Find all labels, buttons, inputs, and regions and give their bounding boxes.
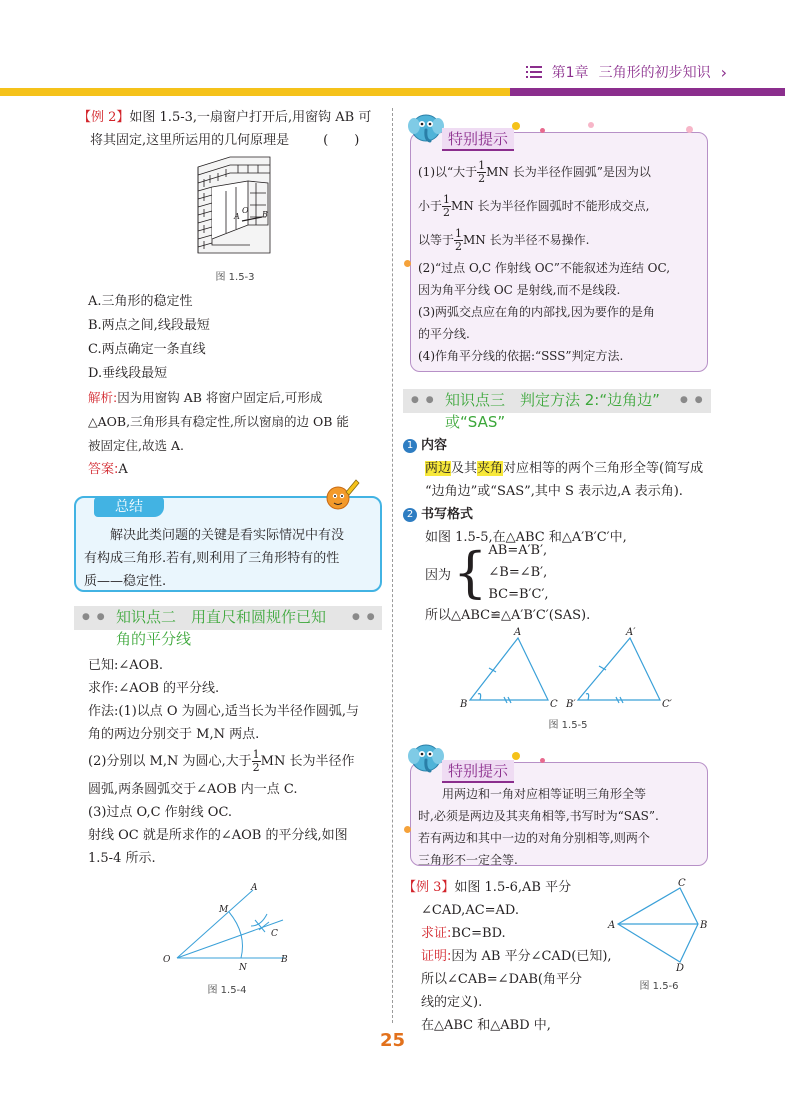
- content-section: [403, 434, 703, 549]
- ex3-line2: ∠CAD,AC=AD.: [421, 903, 520, 918]
- figure-1-5-6: [606, 876, 714, 972]
- pencil-mascot-icon: [318, 478, 362, 512]
- tip1-frac3-num: 1: [455, 227, 463, 240]
- fig5-label-c-prime: C′: [662, 699, 672, 710]
- find-line: 求作:∠AOB 的平分线.: [88, 681, 220, 696]
- format-num-badge: 2: [403, 508, 417, 522]
- summary-line3: 质——稳定性.: [84, 574, 167, 589]
- column-divider: [392, 108, 393, 1023]
- content-mid: 及其: [451, 461, 478, 476]
- example2-text2: 将其固定,这里所运用的几何原理是: [90, 133, 290, 148]
- because-label: 因为: [425, 567, 452, 583]
- kp2-title-line1: 知识点二 用直尺和圆规作已知: [116, 608, 327, 626]
- fig6-label-d: D: [676, 963, 685, 972]
- ex3-proof4: 在△ABC 和△ABD 中,: [421, 1018, 551, 1033]
- chevron-right-icon[interactable]: ›: [720, 62, 727, 82]
- fig4-label-n: N: [239, 963, 247, 973]
- kp3-dots-left: ● ●: [411, 395, 436, 405]
- fig6-label-c: C: [678, 878, 686, 889]
- fig-caption-1-5-3: 图 1.5-3: [215, 272, 255, 283]
- tip1-frac3-den: 2: [455, 240, 463, 253]
- example2-text1: 如图 1.5-3,一扇窗户打开后,用窗钩 AB 可: [129, 110, 372, 125]
- fig4-label-o: O: [163, 955, 171, 965]
- tip1-l3-post: MN 长为半径不易操作.: [463, 233, 590, 247]
- header-stripe-yellow: [0, 88, 520, 96]
- known-line: 已知:∠AOB.: [88, 658, 164, 673]
- format-conclusion: 所以△ABC≌△A′B′C′(SAS).: [425, 608, 591, 623]
- ex3-text3: BC=BD.: [451, 926, 506, 941]
- example3-tag: 【例 3】: [403, 880, 455, 895]
- fig5-label-c: C: [550, 699, 558, 710]
- fig5-label-b: B: [460, 699, 468, 710]
- ex3-proof1: [403, 945, 612, 968]
- fig5-label-a: A: [514, 627, 522, 638]
- format-heading: [403, 503, 703, 526]
- tip1-dot1: [512, 122, 520, 130]
- answer-line: [88, 458, 349, 482]
- content-heading: [403, 434, 703, 457]
- tip1-l1-pre: (1)以“大于: [418, 165, 478, 179]
- tip2-tag: 特别提示: [442, 760, 514, 783]
- elephant-mascot-icon-2: [406, 740, 446, 776]
- kp2-title-line2: 角的平分线: [116, 630, 192, 648]
- tip1-text: [418, 155, 670, 367]
- tip2-dot2: [540, 758, 545, 763]
- tip1-frac2-num: 1: [443, 193, 451, 206]
- option-a: A.三角形的稳定性: [88, 294, 193, 309]
- option-b: B.两点之间,线段最短: [88, 318, 210, 333]
- tip1-dot5: [404, 260, 411, 267]
- conclusion-line2: 1.5-4 所示.: [88, 851, 156, 866]
- fig6-label-a: A: [608, 920, 616, 931]
- example2-tag: 【例 2】: [78, 110, 130, 125]
- tip1-dot3: [588, 122, 594, 128]
- tip1-line5: 因为角平分线 OC 是射线,而不是线段.: [418, 283, 621, 297]
- figure-1-5-5: [456, 624, 680, 716]
- ex3-proof-text1: 因为 AB 平分∠CAD(已知),: [451, 949, 612, 964]
- fig-caption-1-5-5: 图 1.5-5: [548, 720, 588, 731]
- format-head: 书写格式: [421, 507, 474, 522]
- fig5-label-b-prime: B′: [566, 699, 576, 710]
- analysis-label: 解析:: [88, 390, 118, 405]
- fig-caption-1-5-6: 图 1.5-6: [639, 981, 679, 992]
- tip1-dot2: [540, 128, 545, 133]
- content-line2: “边角边”或“SAS”,其中 S 表示边,A 表示角).: [425, 484, 683, 499]
- tip2-dot1: [512, 752, 520, 760]
- frac-den: 2: [252, 761, 260, 774]
- brace-icon: {: [453, 541, 488, 604]
- conclusion-line1: 射线 OC 就是所求作的∠AOB 的平分线,如图: [88, 828, 348, 843]
- fig4-label-m: M: [219, 905, 229, 915]
- content-line1: [403, 457, 703, 480]
- summary-line2: 有构成三角形.若有,则利用了三角形特有的性: [84, 551, 340, 566]
- fig4-label-a: A: [251, 883, 258, 893]
- tip2-text: [418, 783, 659, 871]
- conditions-list: [488, 540, 548, 606]
- fig3-label-o: O: [242, 206, 249, 215]
- fig-caption-1-5-4: 图 1.5-4: [207, 985, 247, 996]
- fig3-label-a: A: [234, 212, 240, 221]
- option-c: C.两点确定一条直线: [88, 342, 206, 357]
- tip1-frac3: [454, 228, 463, 253]
- analysis-line2: △AOB,三角形具有稳定性,所以窗扇的边 OB 能: [88, 414, 349, 429]
- elephant-mascot-icon: [406, 110, 446, 146]
- step1-line-b: 角的两边分别交于 M,N 两点.: [88, 727, 260, 742]
- cond3: BC=B′C′,: [488, 587, 549, 602]
- frac-num: 1: [252, 748, 260, 761]
- tip1-l2-pre: 小于: [418, 199, 443, 213]
- step2-post: MN 长为半径作: [260, 754, 355, 769]
- step3-line: (3)过点 O,C 作射线 OC.: [88, 805, 233, 820]
- ex3-line3: [403, 922, 612, 945]
- step1-line-a: 作法:(1)以点 O 为圆心,适当长为半径作圆弧,与: [88, 704, 359, 719]
- tip1-frac2: [442, 194, 451, 219]
- answer-bracket: ( ): [323, 133, 360, 148]
- tip2-line4: 三角形不一定全等.: [418, 853, 518, 867]
- format-intro: 如图 1.5-5,在△ABC 和△A′B′C′中,: [425, 530, 627, 545]
- fig4-label-b: B: [281, 955, 288, 965]
- summary-tag: 总结: [94, 497, 164, 517]
- fig6-label-b: B: [700, 920, 708, 931]
- kp2-dots-left: ● ●: [82, 612, 107, 622]
- header-stripe-purple: [510, 88, 785, 96]
- tip1-line2: [418, 189, 670, 223]
- cond2: ∠B=∠B′,: [488, 565, 548, 580]
- ex3-proof3: 线的定义).: [421, 995, 483, 1010]
- step2-line-a: [88, 746, 359, 778]
- answer-label: 答案:: [88, 462, 119, 477]
- tip1-line8: (4)作角平分线的依据:“SSS”判定方法.: [418, 349, 624, 363]
- summary-line1: 解决此类问题的关键是看实际情况中有没: [110, 528, 345, 543]
- example3-text: [403, 876, 612, 1037]
- fig4-label-c: C: [271, 929, 278, 939]
- tip1-line7: 的平分线.: [418, 327, 470, 341]
- answer-value: A: [118, 462, 128, 477]
- content-num-badge: 1: [403, 439, 417, 453]
- tip1-l2-post: MN 长为半径作圆弧时不能形成交点,: [451, 199, 650, 213]
- kp3-title-line1: 知识点三 判定方法 2:“边角边”: [445, 391, 660, 409]
- tip1-line4: (2)“过点 O,C 作射线 OC”不能叙述为连结 OC,: [418, 261, 671, 275]
- tip1-frac1-num: 1: [478, 159, 486, 172]
- analysis-line3: 被固定住,故选 A.: [88, 438, 184, 453]
- example2-line1: [78, 106, 383, 129]
- cond1: AB=A′B′,: [488, 543, 548, 558]
- construction-text: [88, 654, 359, 870]
- tip2-line2: 时,必须是两边及其夹角相等,书写时为“SAS”.: [418, 809, 659, 823]
- figure-1-5-4: [155, 880, 305, 975]
- step2-pre: (2)分别以 M,N 为圆心,大于: [88, 754, 252, 769]
- tip1-line3: [418, 223, 670, 257]
- analysis-text1: 因为用窗钩 AB 将窗户固定后,可形成: [117, 390, 323, 405]
- tip1-frac2-den: 2: [443, 206, 451, 219]
- tip1-frac1: [477, 160, 486, 185]
- chapter-number: 第1章: [551, 65, 589, 81]
- kp2-title: [116, 606, 326, 650]
- ex3-text1: 如图 1.5-6,AB 平分: [454, 880, 572, 895]
- example2-line2: [78, 129, 383, 152]
- kp3-title-line2: 或“SAS”: [445, 413, 506, 431]
- tip1-frac1-den: 2: [478, 172, 486, 185]
- left-column: [78, 106, 383, 152]
- tip1-line6: (3)两弧交点应在角的内部找,因为要作的是角: [418, 305, 655, 319]
- fraction-half: [252, 749, 261, 774]
- tip1-tag: 特别提示: [442, 128, 514, 151]
- fig5-label-a-prime: A′: [626, 627, 636, 638]
- tip1-l1-post: MN 长为半径作圆弧”是因为以: [486, 165, 651, 179]
- tip1-dot4: [686, 126, 693, 133]
- figure-1-5-3: [190, 153, 280, 263]
- content-head: 内容: [421, 438, 448, 453]
- prove-label: 求证:: [421, 926, 452, 941]
- highlight-two-sides: 两边: [425, 461, 452, 476]
- highlight-included-angle: 夹角: [477, 461, 504, 476]
- page-number: 25: [379, 1030, 406, 1051]
- tip2-line1: 用两边和一角对应相等证明三角形全等: [442, 787, 647, 801]
- ex3-proof2: 所以∠CAB=∠DAB(角平分: [421, 972, 583, 987]
- kp3-title: [445, 389, 660, 433]
- fig3-label-b: B: [262, 210, 268, 219]
- summary-text: [84, 524, 374, 593]
- kp2-dots-right: ● ●: [352, 612, 377, 622]
- kp3-dots-right: ● ●: [680, 395, 705, 405]
- chapter-header: [526, 62, 727, 82]
- example2-options: [88, 290, 349, 482]
- tip2-line3: 若有两边和其中一边的对角分别相等,则两个: [418, 831, 650, 845]
- tip1-line1: [418, 155, 670, 189]
- tip1-l3-pre: 以等于: [418, 233, 455, 247]
- option-d: D.垂线段最短: [88, 366, 168, 381]
- list-icon: [526, 66, 542, 78]
- content-rest: 对应相等的两个三角形全等(简写成: [503, 461, 704, 476]
- conditions-block: [425, 540, 549, 606]
- ex3-line1: [403, 876, 612, 899]
- tip2-dot3: [404, 826, 411, 833]
- proof-label: 证明:: [421, 949, 452, 964]
- step2-line-b: 圆弧,两条圆弧交于∠AOB 内一点 C.: [88, 782, 298, 797]
- chapter-title: 三角形的初步知识: [598, 65, 711, 81]
- analysis-line1: [88, 386, 349, 410]
